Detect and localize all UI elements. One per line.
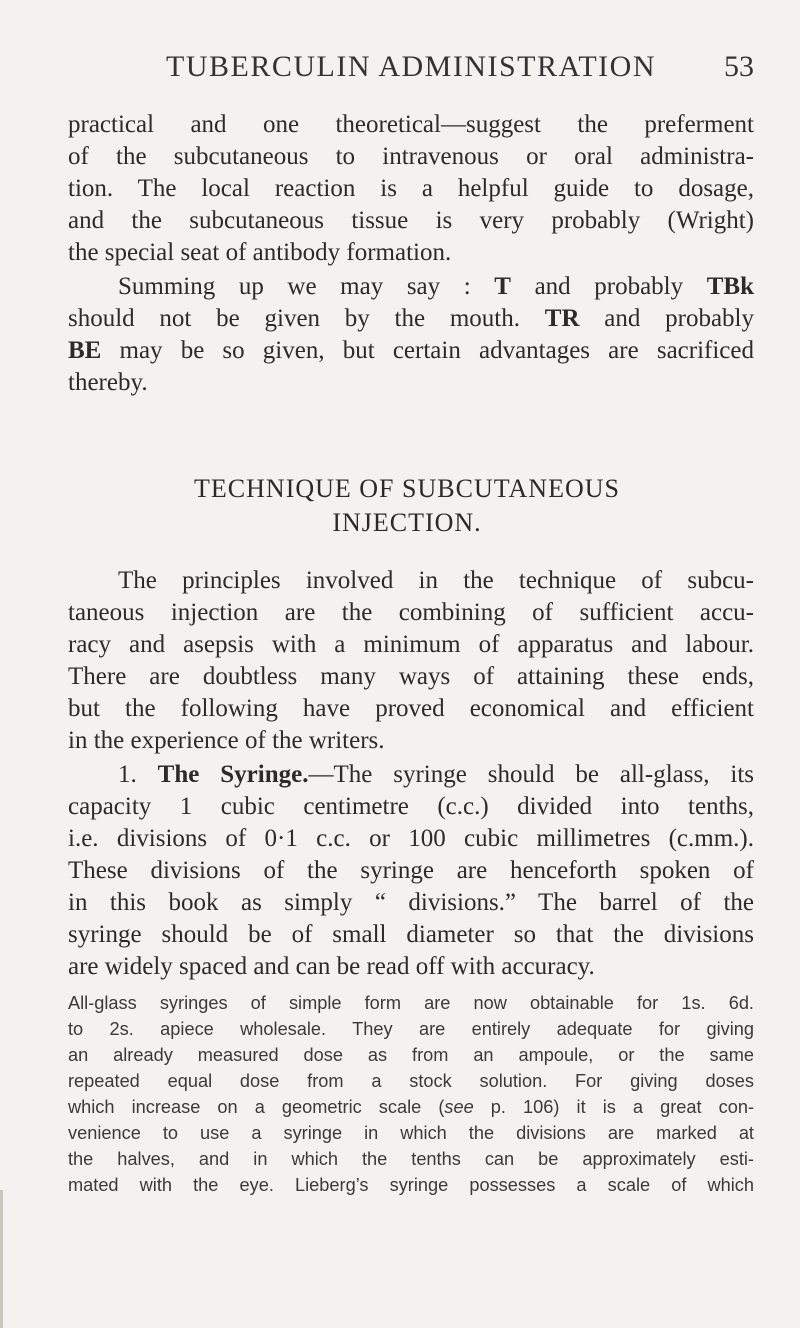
smallprint-line-5 <box>68 1096 754 1118</box>
para2-bold-tr: TR <box>544 305 580 332</box>
para4-text: —The syringe should be all-glass, its <box>308 761 754 788</box>
para2-bold-t: T <box>494 273 511 300</box>
para2-line-2 <box>68 304 754 334</box>
smallprint-line-8: mated with the eye. Lieberg’s syringe possesses a scale of which <box>68 1175 754 1195</box>
smallprint-line-6: venience to use a syringe in which the divisions are marked at <box>68 1123 754 1143</box>
para2-text: and probably <box>579 305 754 332</box>
smallprint-line-2: to 2s. apiece wholesale. They are entirely adequate for giving <box>68 1019 754 1039</box>
para3-line-5: but the following have proved economical and efficient <box>68 695 754 722</box>
section-heading-line-1: TECHNIQUE OF SUBCUTANEOUS <box>194 474 620 503</box>
syringe-title: The Syringe. <box>157 761 309 788</box>
para4-line-5: in this book as simply “ divisions.” The barrel of the <box>68 889 754 916</box>
para2-bold-tbk: TBk <box>706 273 754 300</box>
para4-line-1 <box>118 760 754 790</box>
smallprint-text: p. 106) it is a great con- <box>473 1097 754 1117</box>
para1-line-4: and the subcutaneous tissue is very probably (Wright) <box>68 207 754 234</box>
smallprint-line-3: an already measured dose as from an ampoule, or the same <box>68 1045 754 1065</box>
smallprint-text: which increase on a geometric scale ( <box>68 1097 445 1117</box>
page-edge-shadow <box>0 1190 3 1328</box>
para2-line-4: thereby. <box>68 369 148 396</box>
running-head <box>60 50 754 90</box>
para2-text: and probably <box>510 273 707 300</box>
para1-line-2: of the subcutaneous to intravenous or oral administra- <box>68 143 754 170</box>
para4-line-7: are widely spaced and can be read off with accuracy. <box>68 953 595 980</box>
smallprint-italic-see: see <box>444 1097 474 1117</box>
para4-line-4: These divisions of the syringe are henceforth spoken of <box>68 857 754 884</box>
para3-line-6: in the experience of the writers. <box>68 727 385 754</box>
para2-text: should not be given by the mouth. <box>68 305 545 332</box>
para4-line-2: capacity 1 cubic centimetre (c.c.) divided into tenths, <box>68 793 754 820</box>
running-head-title: TUBERCULIN ADMINISTRATION <box>166 50 656 83</box>
page-number: 53 <box>724 50 754 83</box>
smallprint-line-4: repeated equal dose from a stock solution. For giving doses <box>68 1071 754 1091</box>
smallprint-line-7: the halves, and in which the tenths can be approximately esti- <box>68 1149 754 1169</box>
para4-line-3: i.e. divisions of 0·1 c.c. or 100 cubic millimetres (c.mm.). <box>68 825 754 852</box>
list-number: 1. <box>118 761 158 788</box>
para4-line-6: syringe should be of small diameter so that the divisions <box>68 921 754 948</box>
para2-text: Summing up we may say : <box>118 273 495 300</box>
para1-line-5: the special seat of antibody formation. <box>68 239 452 266</box>
para3-line-4: There are doubtless many ways of attaining these ends, <box>68 663 754 690</box>
smallprint-line-1: All-glass syringes of simple form are now obtainable for 1s. 6d. <box>68 993 754 1013</box>
para2-line-1 <box>118 272 754 302</box>
para1-line-1: practical and one theoretical—suggest the preferment <box>68 111 754 138</box>
para2-text: may be so given, but certain advantages are sacrificed <box>101 337 754 364</box>
para3-line-2: taneous injection are the combining of sufficient accu- <box>68 599 754 626</box>
para2-bold-be: BE <box>68 337 102 364</box>
para2-line-3 <box>68 336 754 366</box>
para1-line-3: tion. The local reaction is a helpful guide to dosage, <box>68 175 754 202</box>
para3-line-1: The principles involved in the technique of subcu- <box>118 567 754 594</box>
para3-line-3: racy and asepsis with a minimum of apparatus and labour. <box>68 631 754 658</box>
section-heading-line-2: INJECTION. <box>332 508 482 537</box>
